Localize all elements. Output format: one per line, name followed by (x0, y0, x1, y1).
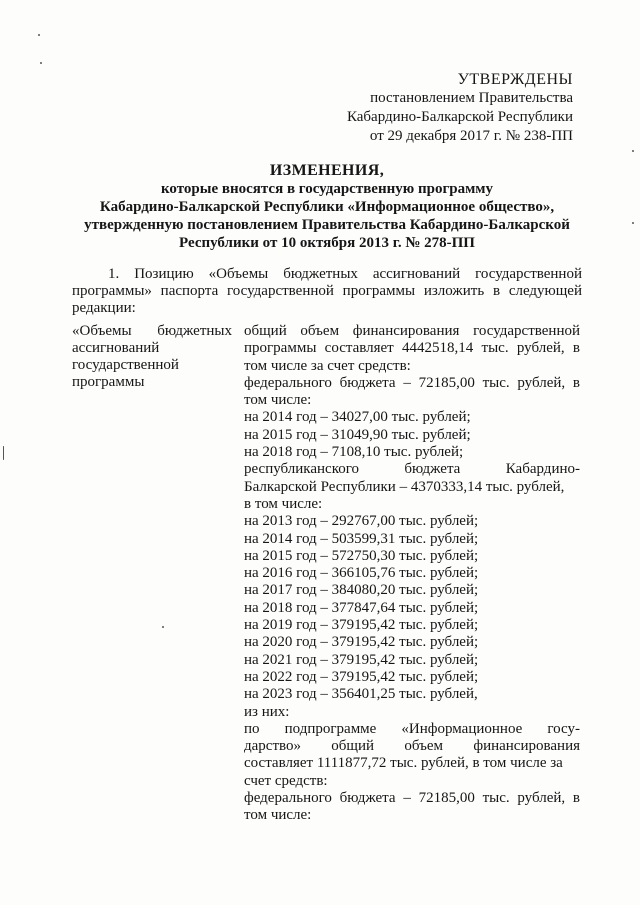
republic-budget-line-2: Балкарской Республики – 4370333,14 тыс. рублей, (244, 478, 565, 495)
republic-year-line: на 2018 год – 377847,64 тыс. рублей; (244, 599, 479, 616)
scan-speck (162, 626, 164, 628)
title-line-2: Кабардино-Балкарской Республики «Информационное общество», (99, 199, 555, 215)
republic-year-line: на 2019 год – 379195,42 тыс. рублей; (244, 617, 479, 634)
republic-year-line: на 2015 год – 572750,30 тыс. рублей; (244, 547, 479, 564)
republic-year-line: на 2017 год – 384080,20 тыс. рублей; (244, 582, 479, 599)
federal-year-line: на 2015 год – 31049,90 тыс. рублей; (244, 426, 471, 443)
subprogram-line-1: по подпрограмме «Информационное госу- (244, 720, 580, 737)
approved-heading: УТВЕРЖДЕНЫ (457, 71, 573, 88)
republic-year-line: на 2020 год – 379195,42 тыс. рублей; (244, 634, 479, 651)
federal-year-line: на 2014 год – 34027,00 тыс. рублей; (244, 409, 471, 426)
republic-year-line: на 2022 год – 379195,42 тыс. рублей; (244, 668, 479, 685)
scan-speck (40, 62, 42, 64)
of-them-label: из них: (244, 703, 290, 720)
federal-budget-text-2: федерального бюджета – 72185,00 тыс. рублей, в том числе: (244, 790, 580, 824)
republic-year-line: на 2016 год – 366105,76 тыс. рублей; (244, 565, 479, 582)
title-line-1: которые вносятся в государственную программу (160, 181, 494, 197)
approved-line-2: Кабардино-Балкарской Республики (346, 109, 573, 125)
scan-speck (632, 150, 634, 152)
intro-paragraph: 1. Позицию «Объемы бюджетных ассигнований государственной программы» паспорта государственной программы изложить в следующей редакции: (72, 266, 582, 316)
label-line-3: государственной (72, 357, 179, 373)
republic-budget-line-1: республиканского бюджета Кабардино- (244, 461, 580, 478)
passport-position-value (244, 323, 580, 825)
title-main: ИЗМЕНЕНИЯ, (269, 162, 385, 179)
scan-speck (38, 34, 40, 36)
federal-budget-text: федерального бюджета – 72185,00 тыс. рублей, в том числе: (244, 374, 580, 409)
total-financing-text: общий объем финансирования государственной программы составляет 4442518,14 тыс. рублей, в том числе за счет средств: (244, 323, 580, 374)
passport-position-label (72, 323, 232, 391)
republic-year-line: на 2021 год – 379195,42 тыс. рублей; (244, 651, 479, 668)
subprogram-line-2: дарство» общий объем финансирования (244, 738, 580, 755)
scan-speck (632, 222, 634, 224)
label-line-2: ассигнований (72, 340, 160, 356)
label-line-4: программы (72, 374, 145, 390)
approved-line-1: постановлением Правительства (370, 90, 573, 106)
scan-speck (3, 446, 4, 460)
title-line-4: Республики от 10 октября 2013 г. № 278-ПП (179, 235, 475, 251)
republic-year-line: на 2013 год – 292767,00 тыс. рублей; (244, 513, 479, 530)
approved-line-3: от 29 декабря 2017 г. № 238-ПП (369, 128, 573, 144)
subprogram-line-3: составляет 1111877,72 тыс. рублей, в том числе за (244, 755, 563, 772)
federal-year-line: на 2018 год – 7108,10 тыс. рублей; (244, 444, 464, 461)
approval-stamp-block (320, 70, 573, 146)
republic-budget-line-3: в том числе: (244, 495, 323, 512)
republic-year-line: на 2023 год – 356401,25 тыс. рублей, (244, 686, 478, 703)
label-line-1: «Объемы бюджетных (72, 323, 232, 339)
republic-year-line: на 2014 год – 503599,31 тыс. рублей; (244, 530, 479, 547)
subprogram-line-4: счет средств: (244, 772, 328, 789)
title-line-3: утвержденную постановлением Правительства Кабардино-Балкарской (84, 217, 570, 233)
document-title (72, 162, 582, 252)
